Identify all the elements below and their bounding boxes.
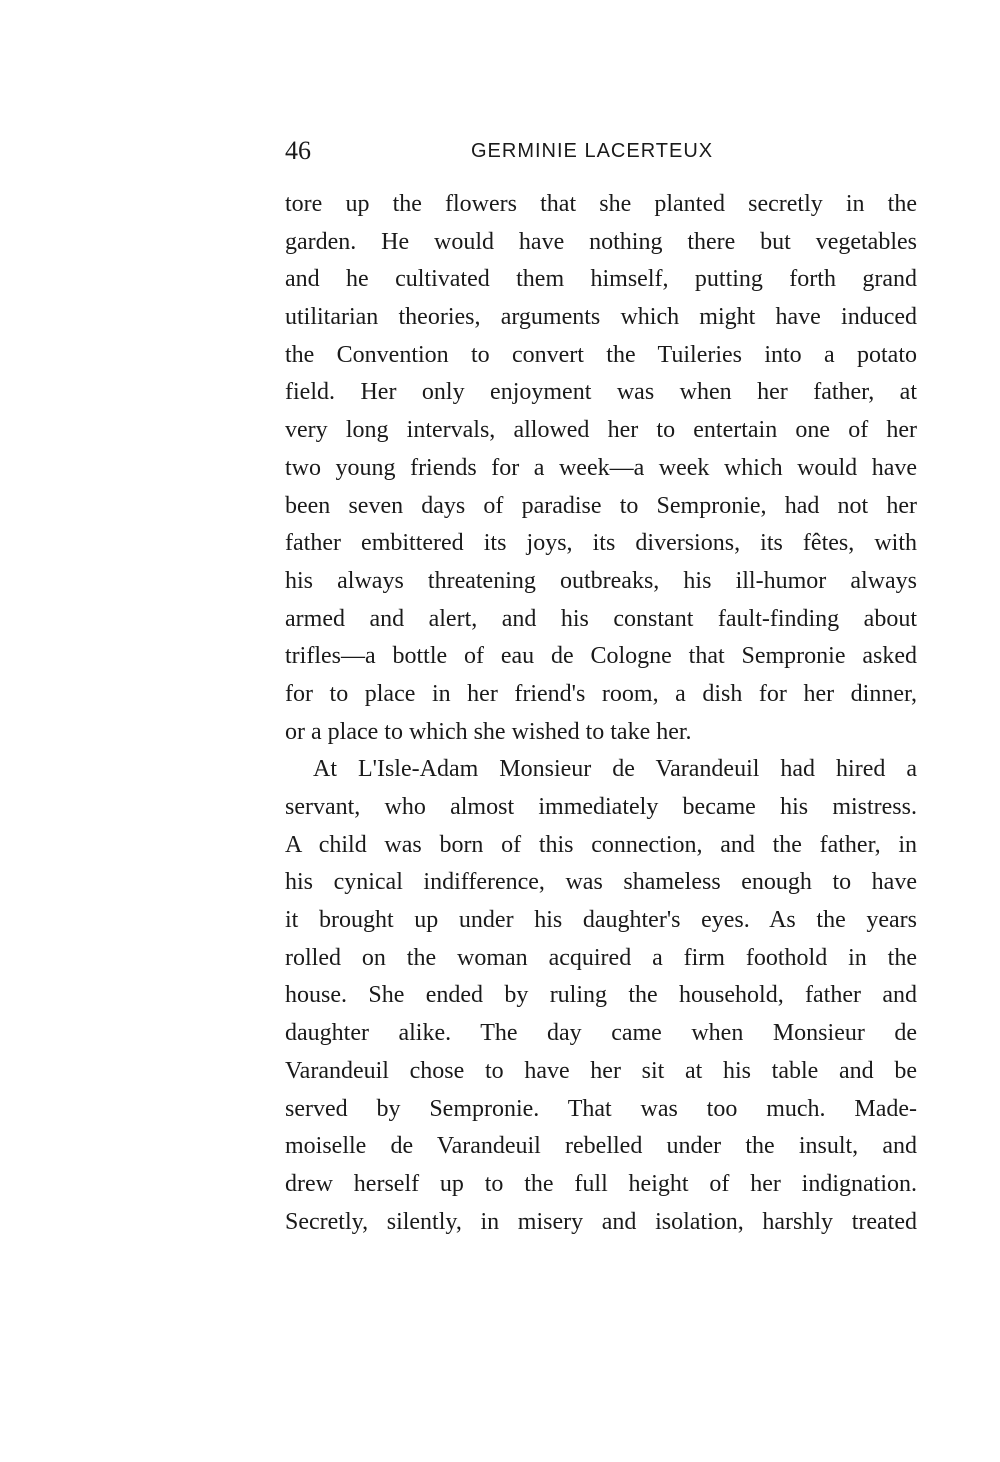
page-number: 46 — [285, 136, 311, 165]
text-line: house. She ended by ruling the household, father and — [285, 982, 917, 1009]
text-line: and he cultivated them himself, putting forth grand — [285, 266, 917, 293]
text-line: At L'Isle-Adam Monsieur de Varandeuil had hired a — [313, 756, 917, 783]
text-line: utilitarian theories, arguments which might have induced — [285, 304, 917, 331]
text-line: garden. He would have nothing there but vegetables — [285, 228, 917, 255]
text-line: field. Her only enjoyment was when her father, at — [285, 379, 917, 406]
text-line: it brought up under his daughter's eyes. As the years — [285, 907, 917, 934]
text-line: tore up the flowers that she planted secretly in the — [285, 191, 917, 217]
text-line: been seven days of paradise to Sempronie, had not her — [285, 492, 917, 519]
text-line: daughter alike. The day came when Monsieur de — [285, 1020, 917, 1047]
text-line: armed and alert, and his constant fault-finding about — [285, 605, 917, 632]
text-line: father embittered its joys, its diversions, its fêtes, with — [285, 530, 917, 557]
text-line: moiselle de Varandeuil rebelled under the insult, and — [285, 1133, 917, 1160]
running-title: GERMINIE LACERTEUX — [471, 140, 714, 162]
text-line: the Convention to convert the Tuileries into a potato — [285, 341, 917, 368]
text-line: very long intervals, allowed her to entertain one of her — [285, 417, 917, 444]
text-line: Secretly, silently, in misery and isolation, harshly treated — [285, 1208, 917, 1235]
text-line: drew herself up to the full height of her indignation. — [285, 1170, 917, 1197]
text-line: Varandeuil chose to have her sit at his table and be — [285, 1057, 917, 1084]
text-line: trifles—a bottle of eau de Cologne that Sempronie asked — [285, 643, 917, 670]
text-line: or a place to which she wished to take her. — [285, 718, 692, 745]
text-line: served by Sempronie. That was too much. Made- — [285, 1095, 917, 1122]
paragraph-2 — [285, 751, 917, 1241]
text-line: servant, who almost immediately became his mistress. — [285, 794, 917, 820]
text-line: his always threatening outbreaks, his ill-humor always — [285, 567, 917, 594]
body-text — [285, 186, 917, 1241]
text-line: rolled on the woman acquired a firm foothold in the — [285, 944, 917, 971]
page-header — [285, 133, 917, 169]
text-line: two young friends for a week—a week which would have — [285, 454, 917, 481]
text-line: A child was born of this connection, and the father, in — [285, 831, 917, 858]
text-line: his cynical indifference, was shameless enough to have — [285, 869, 917, 896]
text-line: for to place in her friend's room, a dish for her dinner, — [285, 680, 917, 707]
paragraph-1 — [285, 186, 917, 751]
